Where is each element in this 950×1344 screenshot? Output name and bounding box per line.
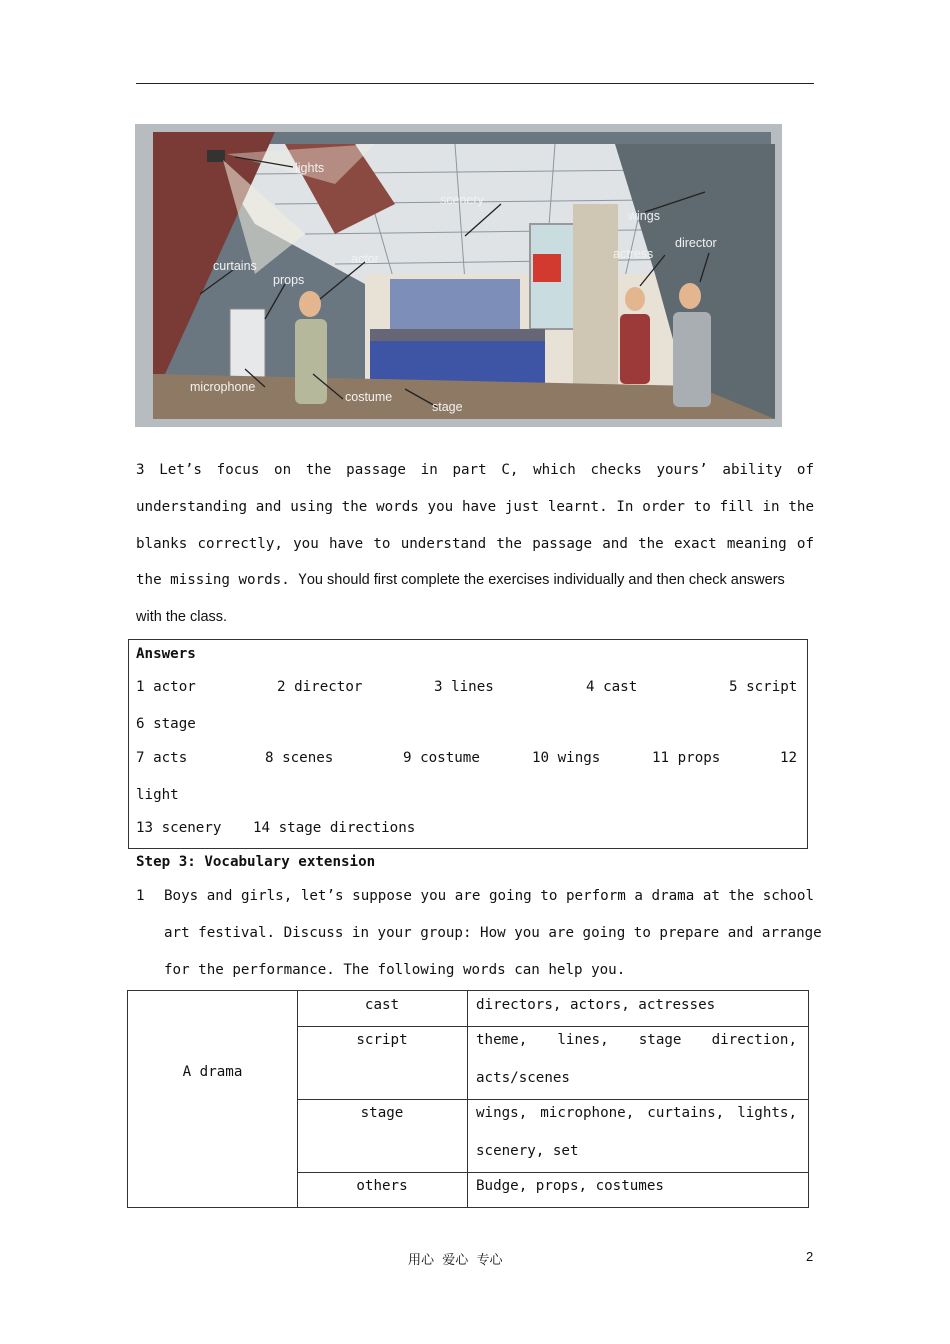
answer-item: 6 stage [136, 716, 196, 732]
table-main-cell: A drama [182, 1064, 243, 1080]
header-rule [136, 83, 814, 84]
table-divider [297, 1026, 808, 1027]
table-category-cell: stage [360, 1105, 404, 1121]
answer-item: 5 script [729, 679, 798, 695]
label-scenery: scenery [440, 193, 484, 207]
label-wings: wings [628, 209, 660, 223]
answer-item: 9 costume [403, 750, 480, 766]
table-divider [297, 1172, 808, 1173]
paragraph-line: understanding and using the words you have just learnt. In order to fill in the [136, 499, 814, 515]
label-microphone: microphone [190, 380, 256, 394]
answer-item: 7 acts [136, 750, 188, 766]
table-category-cell: script [356, 1032, 408, 1048]
table-category-cell: cast [364, 997, 400, 1013]
step3-number: 1 [136, 888, 145, 904]
vocabulary-table [127, 990, 809, 1208]
label-costume: costume [345, 390, 393, 404]
label-actress: actress [613, 247, 654, 261]
answer-item: 11 props [652, 750, 721, 766]
answer-item: 4 cast [586, 679, 638, 695]
answer-item: 3 lines [434, 679, 494, 695]
table-words-cell: Budge, props, costumes [476, 1178, 664, 1194]
answer-item: 1 actor [136, 679, 196, 695]
table-words-cell: scenery, set [476, 1143, 579, 1159]
table-category-cell: others [356, 1178, 408, 1194]
answer-item: 13 scenery [136, 820, 222, 836]
answer-item: 12 [780, 750, 798, 766]
paragraph-line-mono-part: the missing words. Y [136, 572, 307, 588]
paragraph-line: with the class. [136, 609, 228, 625]
label-lights: lights [295, 161, 325, 175]
footer-text: 用心 爱心 专心 [408, 1253, 503, 1268]
table-words-cell: acts/scenes [476, 1070, 570, 1086]
paragraph-line-sans-part: ou should first complete the exercises individually and then check answers [306, 572, 785, 588]
answer-item: 14 stage directions [253, 820, 416, 836]
label-props: props [273, 273, 305, 287]
paragraph-line-mixed [136, 570, 814, 590]
answer-item: 10 wings [532, 750, 601, 766]
answer-item: 2 director [277, 679, 363, 695]
table-words-cell: directors, actors, actresses [476, 997, 716, 1013]
table-words-cell: wings, microphone, curtains, lights, [476, 1105, 797, 1121]
stage-illustration [135, 124, 782, 427]
answer-item: light [136, 787, 179, 803]
step3-line: for the performance. The following words can help you. [164, 962, 626, 978]
label-curtains: curtains [213, 259, 257, 273]
answers-box [128, 639, 808, 849]
label-director: director [675, 236, 717, 250]
step3-line: Boys and girls, let’s suppose you are going to perform a drama at the school [164, 888, 814, 904]
label-actor: actor [351, 252, 379, 266]
table-divider [297, 1099, 808, 1100]
step3-line: art festival. Discuss in your group: How you are going to prepare and arrange [164, 925, 822, 941]
step3-heading: Step 3: Vocabulary extension [136, 854, 376, 870]
paragraph-line: blanks correctly, you have to understand the passage and the exact meaning of [136, 536, 814, 552]
answers-heading: Answers [136, 646, 196, 662]
label-stage: stage [432, 400, 463, 414]
answer-item: 8 scenes [265, 750, 334, 766]
page-number: 2 [806, 1249, 814, 1264]
table-words-cell: theme, lines, stage direction, [476, 1032, 797, 1048]
paragraph-line: 3 Let’s focus on the passage in part C, which checks yours’ ability of [136, 462, 814, 478]
